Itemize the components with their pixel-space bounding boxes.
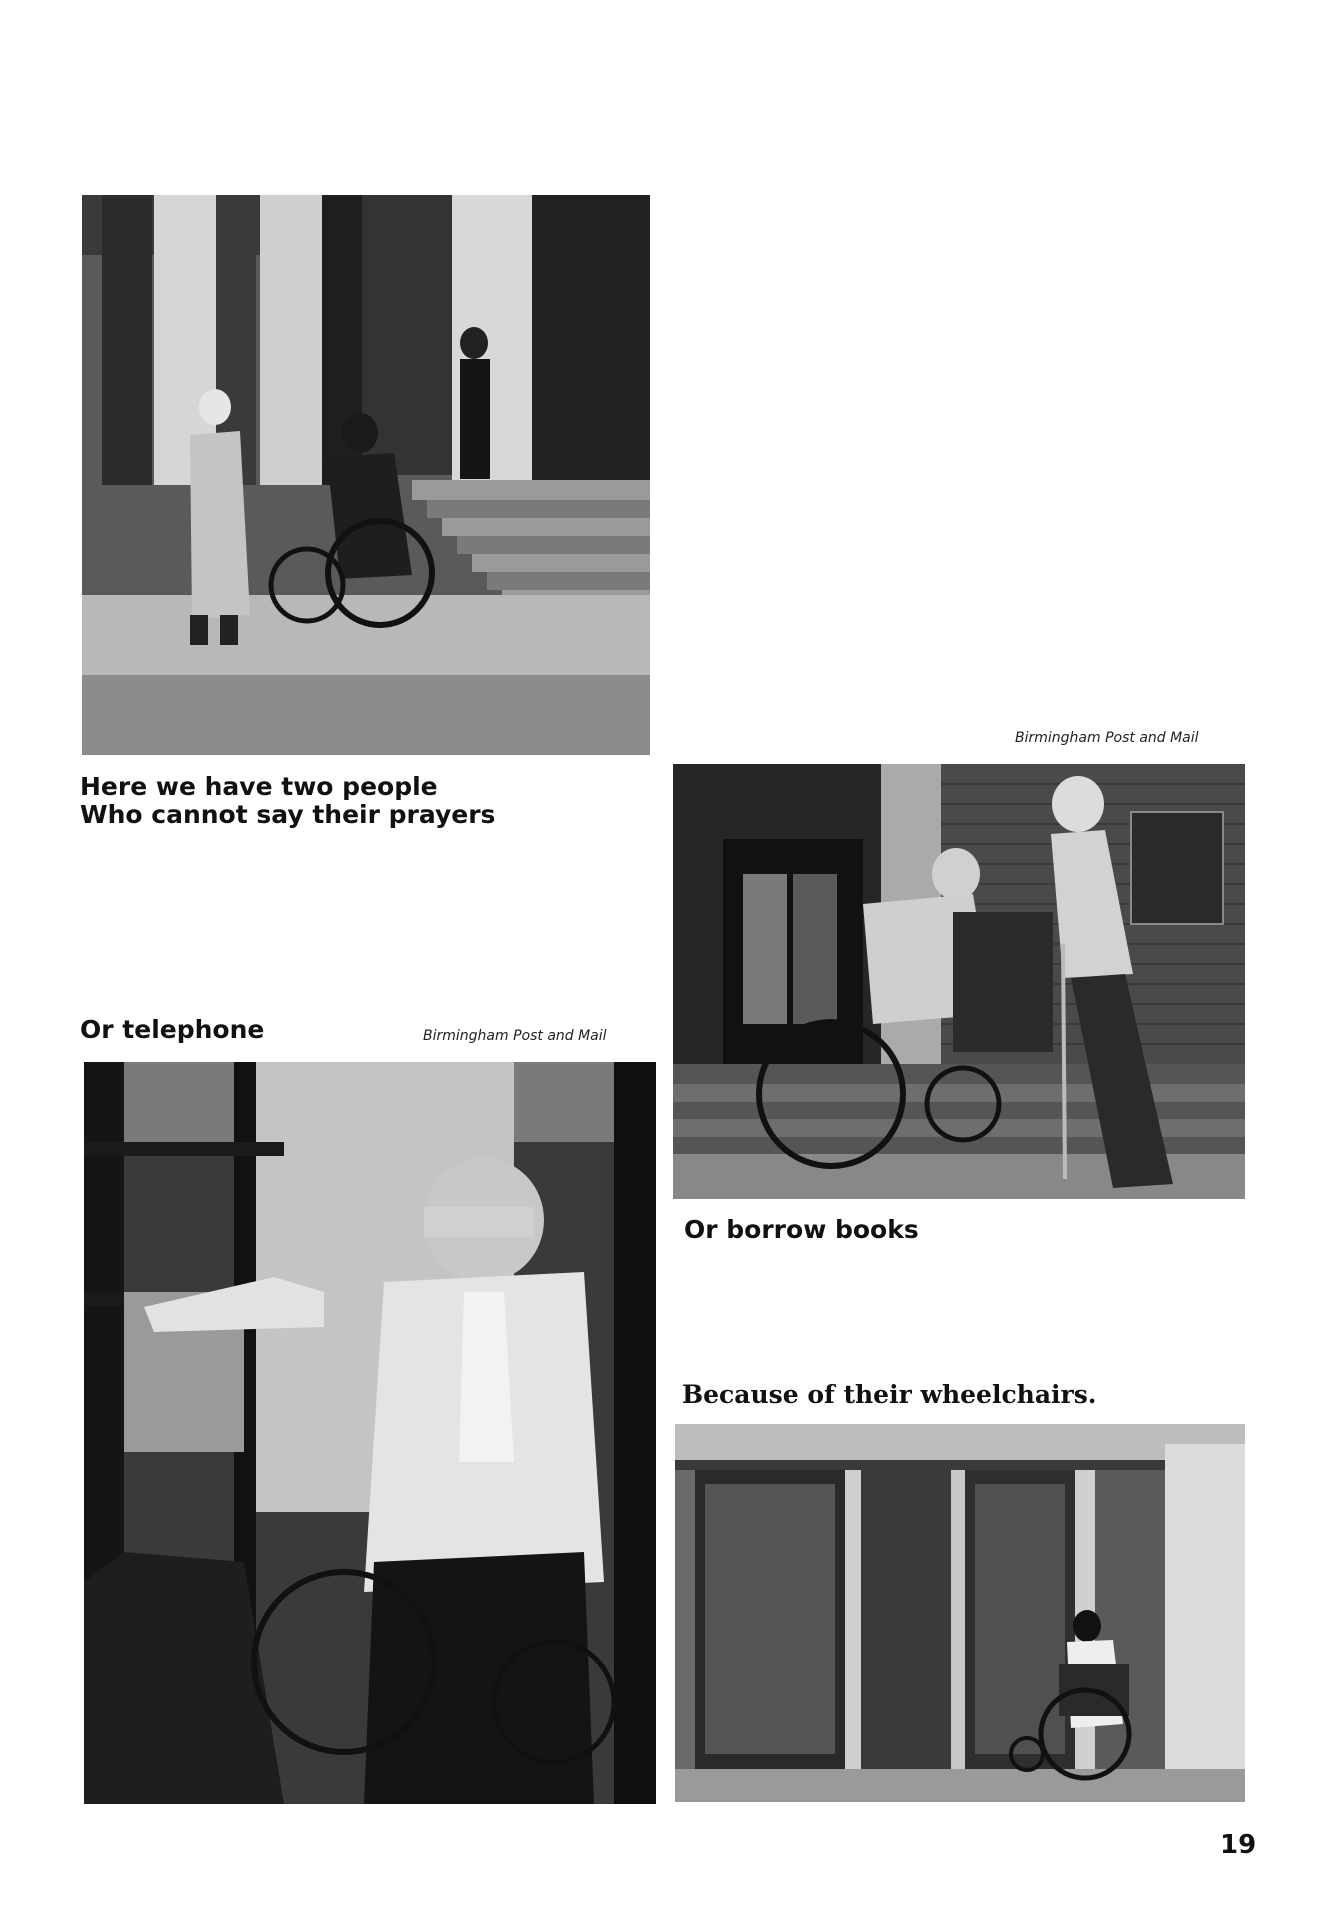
photo-church-steps xyxy=(82,195,650,755)
credit-library-photo: Birmingham Post and Mail xyxy=(1015,730,1199,746)
photo-library-entrance xyxy=(673,764,1245,1199)
library-entrance-illustration xyxy=(673,764,1245,1199)
caption-church-line2: Who cannot say their prayers xyxy=(80,800,496,829)
photo-telephone-box xyxy=(84,1062,656,1804)
telephone-box-illustration xyxy=(84,1062,656,1804)
caption-telephone: Or telephone xyxy=(80,1015,265,1044)
credit-telephone-photo: Birmingham Post and Mail xyxy=(423,1028,607,1044)
caption-shop: Because of their wheelchairs. xyxy=(682,1380,1097,1409)
shop-entrance-illustration xyxy=(675,1424,1245,1802)
page-number: 19 xyxy=(1220,1830,1257,1860)
photo-shop-entrance xyxy=(675,1424,1245,1802)
church-steps-illustration xyxy=(82,195,650,755)
caption-church-line1: Here we have two people xyxy=(80,772,438,801)
caption-library: Or borrow books xyxy=(684,1215,919,1244)
